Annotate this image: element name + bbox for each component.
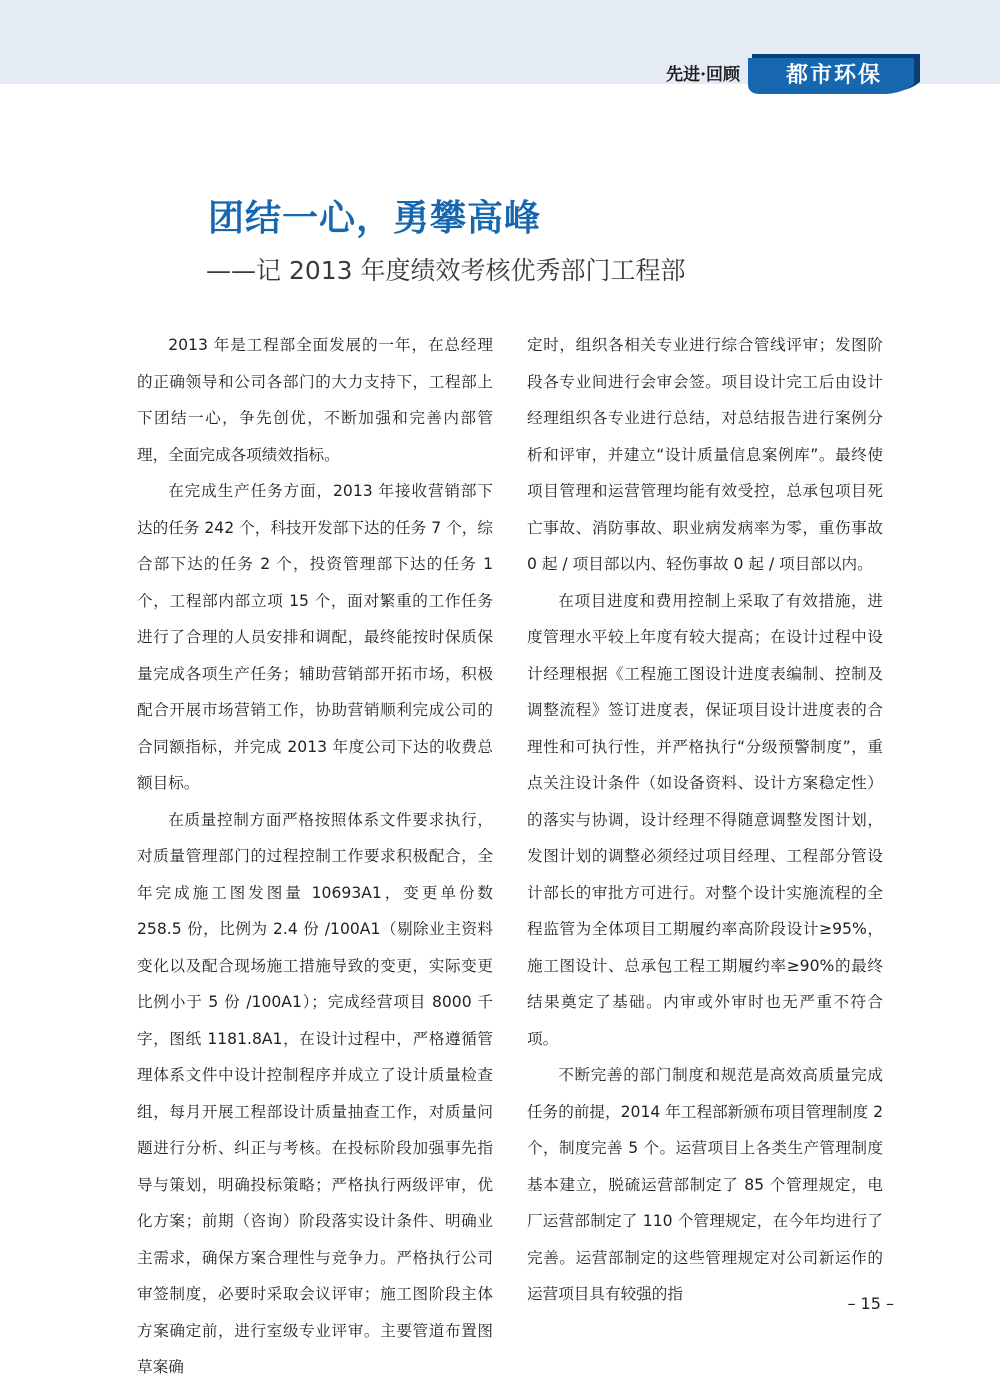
page-number: – 15 –	[847, 1294, 894, 1313]
paragraph: 2013 年是工程部全面发展的一年，在总经理的正确领导和公司各部门的大力支持下，工程部上下团结一心，争先创优，不断加强和完善内部管理，全面完成各项绩效指标。	[137, 336, 493, 464]
paragraph: 在项目进度和费用控制上采取了有效措施，进度管理水平较上年度有较大提高；在设计过程中设计经理根据《工程施工图设计进度表编制、控制及调整流程》签订进度表，保证项目设计进度表的合理性和可执行性，并严格执行“分级预警制度”，重点关注设计条件（如设备资料、设计方案稳定性）的落实与协调，设计经理不得随意调整发图计划，发图计划的调整必须经过项目经理、工程部分管设计部长的审批方可进行。对整个设计实施流程的全程监管为全体项目工期履约率高阶段设计≥95%，施工图设计、总承包工程工期履约率≥90%的最终结果奠定了基础。内审或外审时也无严重不符合项。	[527, 591, 883, 1048]
right-column	[527, 327, 883, 1313]
paragraph: 不断完善的部门制度和规范是高效高质量完成任务的前提，2014 年工程部新颁布项目管理制度 2 个，制度完善 5 个。运营项目上各类生产管理制度基本建立，脱硫运营部制定了 85 个管理规定，电厂运营部制定了 110 个管理规定，在今年均进行了完善。运营部制定的这些管理规定对公司新运作的运营项目具有较强的指	[527, 1066, 883, 1303]
paragraph: 在质量控制方面严格按照体系文件要求执行，对质量管理部门的过程控制工作要求积极配合，全年完成施工图发图量 10693A1，变更单份数 258.5 份，比例为 2.4 份 /100A1（剔除业主资料变化以及配合现场施工措施导致的变更，实际变更比例小于 5 份 /100A1）；完成经营项目 8000 千字，图纸 1181.8A1，在设计过程中，严格遵循管理体系文件中设计控制程序并成立了设计质量检查组，每月开展工程部设计质量抽查工作，对质量问题进行分析、纠正与考核。在投标阶段加强事先指导与策划，明确投标策略；严格执行两级评审，优化方案；前期（咨询）阶段落实设计条件、明确业主需求，确保方案合理性与竞争力。严格执行公司审签制度，必要时采取会议评审；施工图阶段主体方案确定前，进行室级专业评审。主要管道布置图草案确	[137, 810, 493, 1376]
article-subtitle: ——记 2013 年度绩效考核优秀部门工程部	[206, 256, 686, 285]
section-label: 先进·回顾	[666, 65, 740, 85]
left-column	[137, 327, 493, 1386]
brand-logo: 都市环保	[785, 62, 882, 88]
paragraph-continued: 定时，组织各相关专业进行综合管线评审；发图阶段各专业间进行会审会签。项目设计完工后由设计经理组织各专业进行总结，对总结报告进行案例分析和评审，并建立“设计质量信息案例库”。最终使项目管理和运营管理均能有效受控，总承包项目死亡事故、消防事故、职业病发病率为零，重伤事故 0 起 / 项目部以内、轻伤事故 0 起 / 项目部以内。	[527, 336, 883, 573]
paragraph: 在完成生产任务方面，2013 年接收营销部下达的任务 242 个，科技开发部下达的任务 7 个，综合部下达的任务 2 个，投资管理部下达的任务 1 个，工程部内部立项 15 个，面对繁重的工作任务进行了合理的人员安排和调配，最终能按时保质保量完成各项生产任务；辅助营销部开拓市场，积极配合开展市场营销工作，协助营销顺利完成公司的合同额指标，并完成 2013 年度公司下达的收费总额目标。	[137, 482, 493, 792]
article-title: 团结一心，勇攀高峰	[208, 198, 542, 239]
